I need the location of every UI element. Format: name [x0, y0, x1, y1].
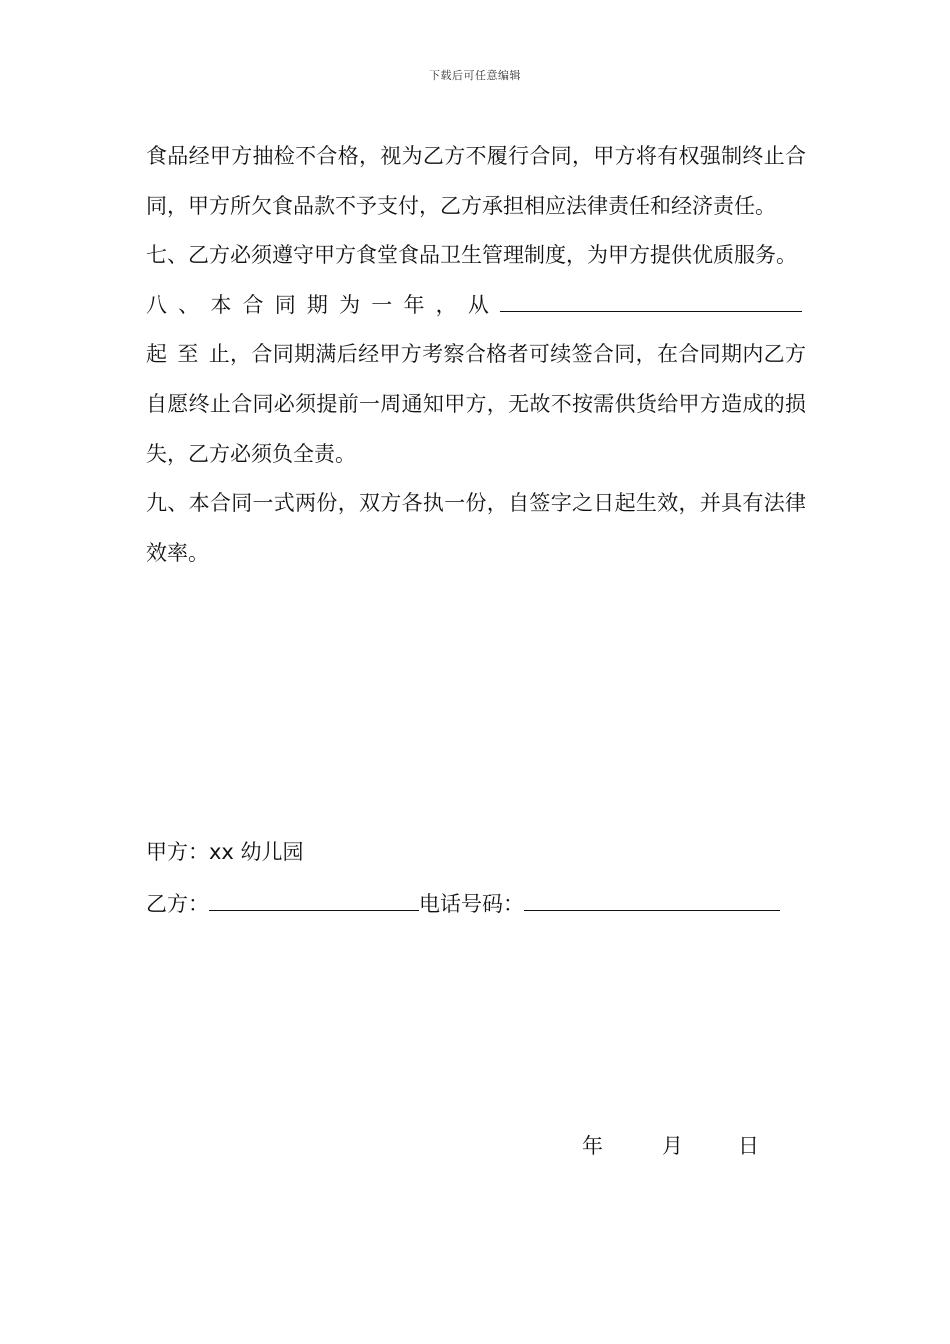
date-line	[582, 1128, 759, 1164]
clause-8-mid: 起至	[146, 342, 209, 367]
party-b-line	[146, 878, 826, 930]
party-b-blank[interactable]	[209, 888, 419, 911]
clause-8	[146, 281, 806, 479]
contract-body	[146, 132, 806, 578]
phone-blank[interactable]	[524, 888, 780, 911]
party-b-label: 乙方：	[146, 892, 209, 916]
clause-8-lead: 八、本合同期为一年，从	[146, 292, 500, 317]
date-year-label: 年	[582, 1134, 603, 1158]
clause-7: 七、乙方必须遵守甲方食堂食品卫生管理制度，为甲方提供优质服务。	[146, 243, 797, 268]
page-header-note: 下载后可任意编辑	[429, 69, 521, 82]
clause-9: 九、本合同一式两份，双方各执一份，自签字之日起生效，并具有法律效率。	[146, 491, 806, 565]
date-month-label: 月	[662, 1134, 683, 1158]
phone-label: 电话号码：	[419, 892, 524, 916]
paragraph-continuation: 食品经甲方抽检不合格，视为乙方不履行合同，甲方将有权强制终止合同，甲方所欠食品款不予支付，乙方承担相应法律责任和经济责任。	[146, 144, 806, 218]
party-a-value: xx 幼儿园	[209, 840, 304, 864]
signature-block	[146, 826, 826, 930]
party-a-line	[146, 826, 826, 878]
date-day-label: 日	[738, 1134, 759, 1158]
contract-period-blank[interactable]	[500, 289, 802, 312]
clause-8-rest: 止，合同期满后经甲方考察合格者可续签合同，在合同期内乙方自愿终止合同必须提前一周通知甲方，无故不按需供货给甲方造成的损失，乙方必须负全责。	[146, 342, 807, 466]
party-a-label: 甲方：	[146, 840, 209, 864]
